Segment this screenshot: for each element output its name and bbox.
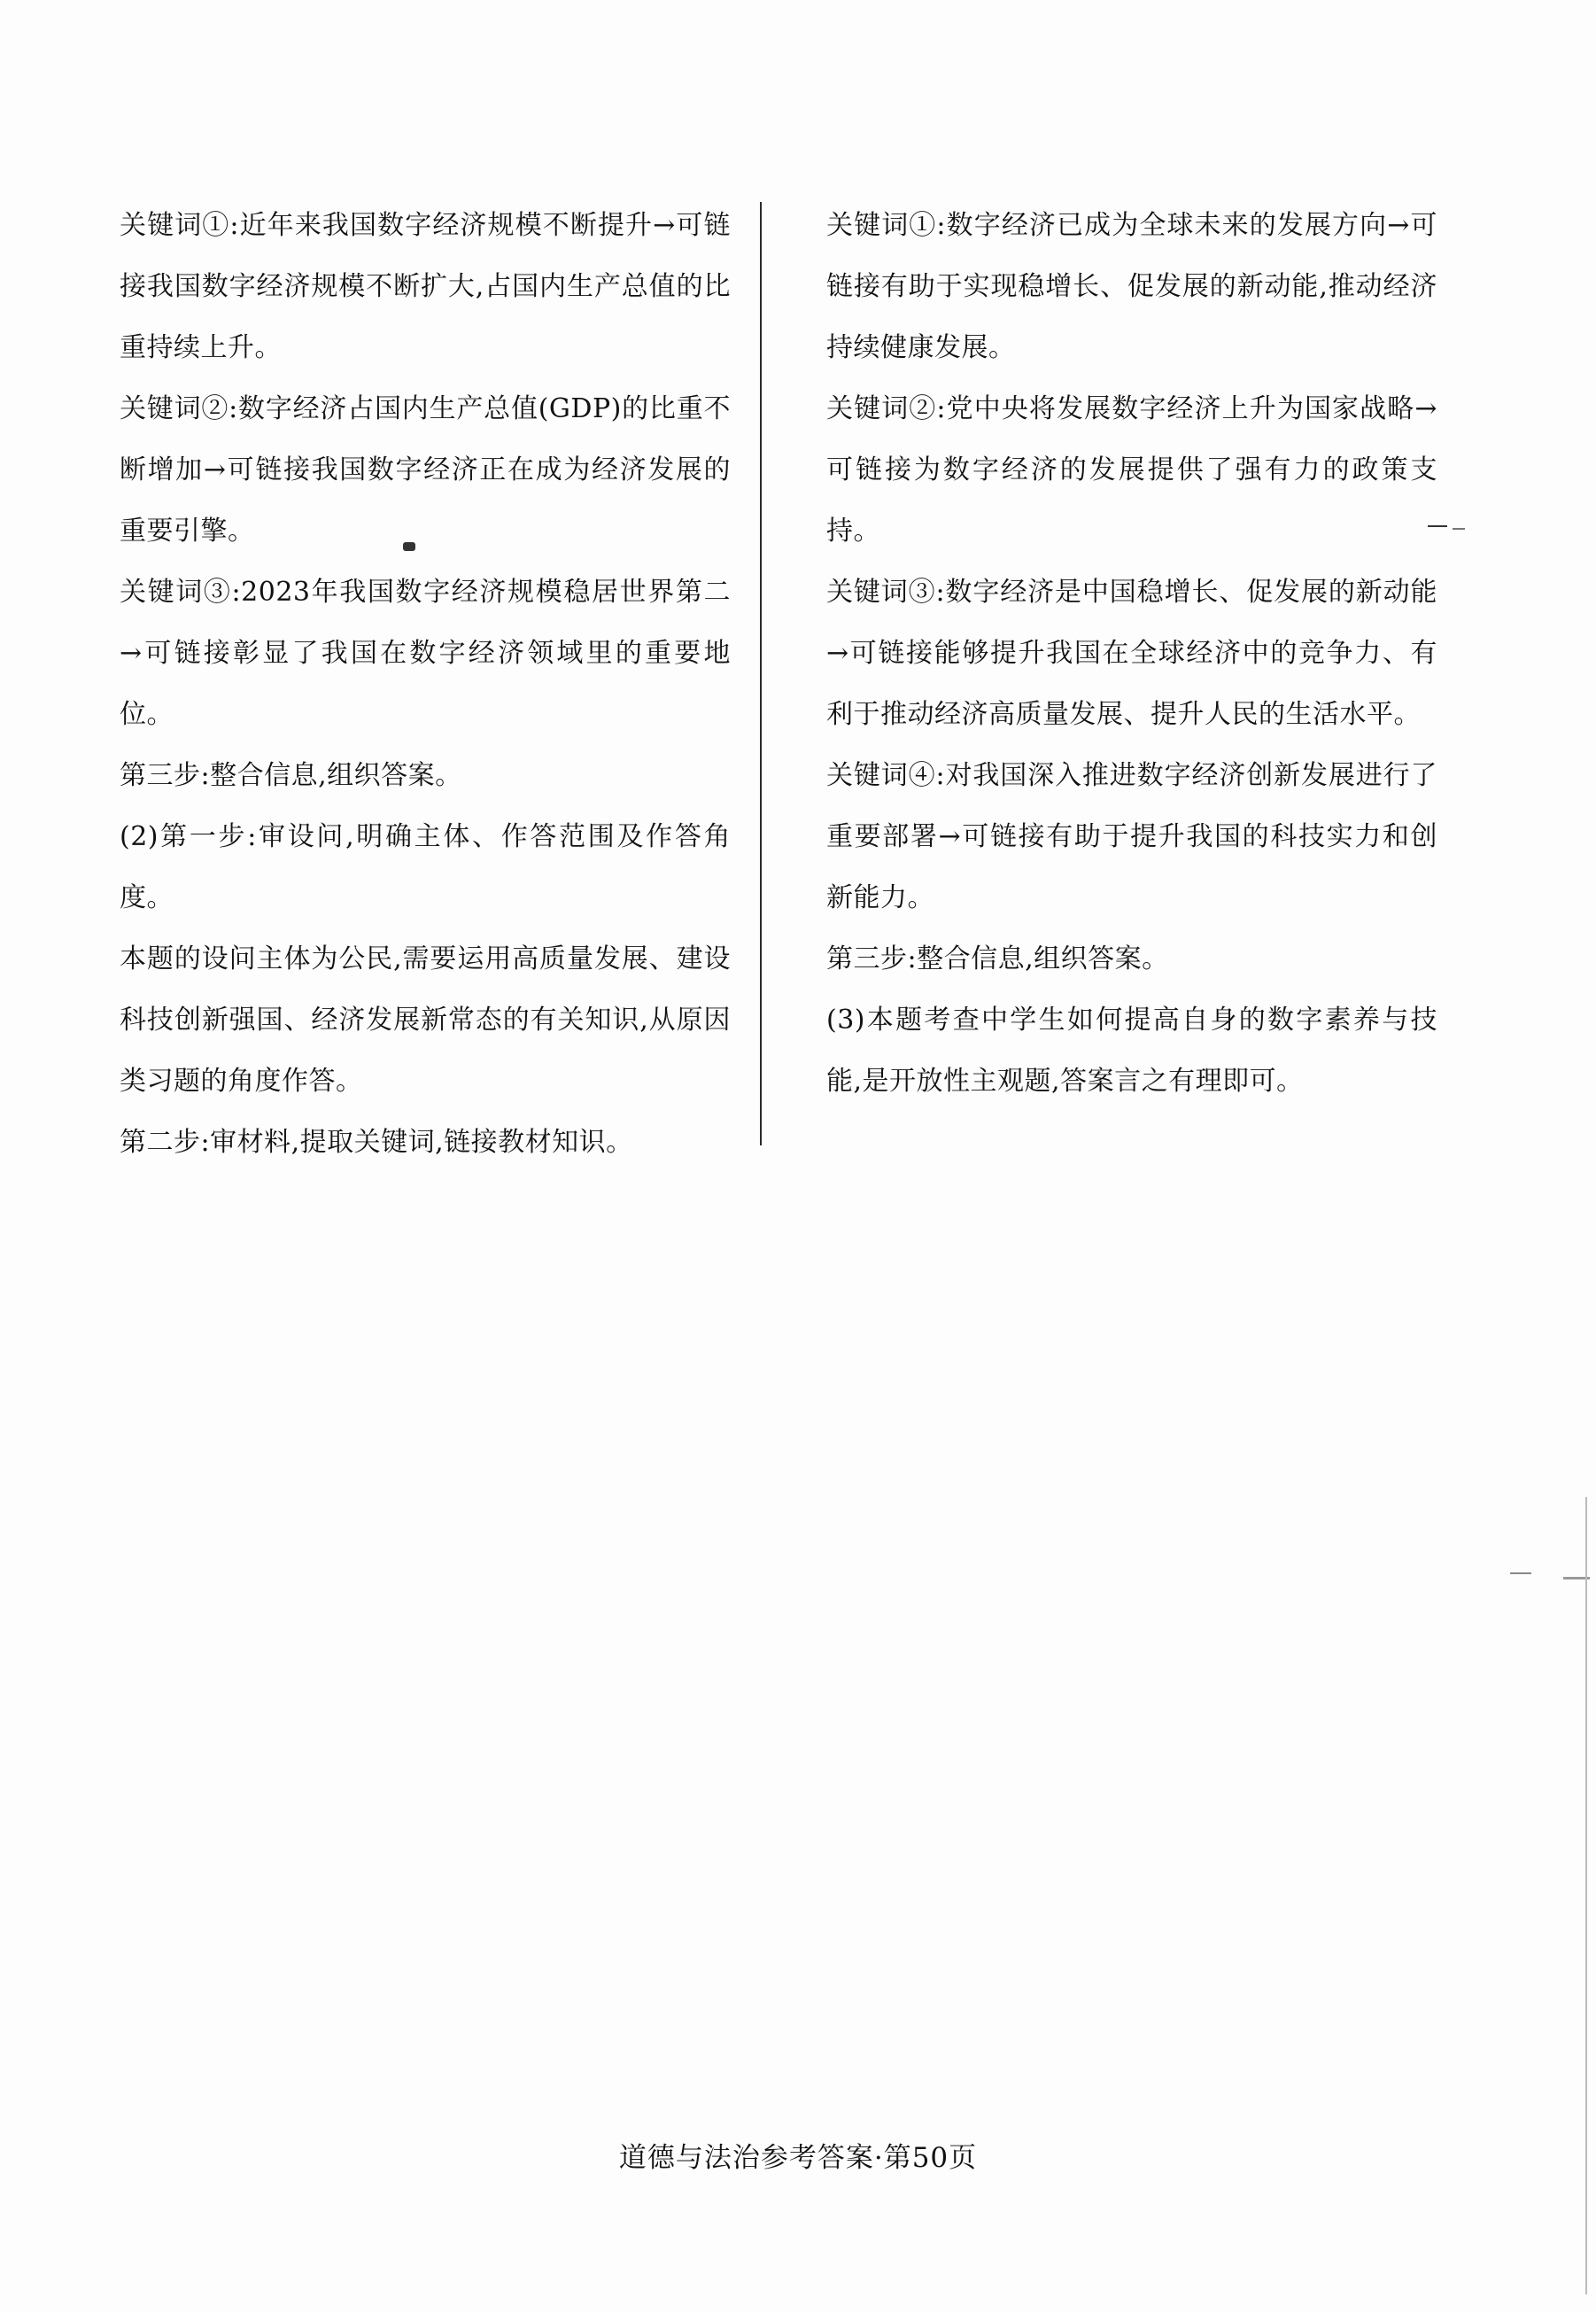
paragraph: 关键词③:2023年我国数字经济规模稳居世界第二→可链接彰显了我国在数字经济领域里的重要地位。: [120, 577, 731, 730]
paragraph: (3)本题考查中学生如何提高自身的数字素养与技能,是开放性主观题,答案言之有理即可。: [826, 1005, 1437, 1097]
paragraph: 关键词③:数字经济是中国稳增长、促发展的新动能→可链接能够提升我国在全球经济中的竞争力、有利于推动经济高质量发展、提升人民的生活水平。: [826, 577, 1437, 730]
scan-speck: [1453, 528, 1465, 530]
scan-speck: [1510, 1572, 1531, 1574]
right-column: [826, 195, 1437, 1112]
scan-speck: [403, 542, 415, 551]
paragraph: 关键词①:近年来我国数字经济规模不断提升→可链接我国数字经济规模不断扩大,占国内生产总值的比重持续上升。: [120, 210, 731, 363]
paragraph: 第二步:审材料,提取关键词,链接教材知识。: [120, 1127, 633, 1158]
left-column: [120, 195, 731, 1173]
scan-speck: [1428, 525, 1447, 527]
paragraph: 本题的设问主体为公民,需要运用高质量发展、建设科技创新强国、经济发展新常态的有关知识,从原因类习题的角度作答。: [120, 943, 731, 1097]
paragraph: 关键词②:党中央将发展数字经济上升为国家战略→可链接为数字经济的发展提供了强有力的政策支持。: [826, 393, 1437, 547]
scan-speck: [1585, 1497, 1587, 2294]
paragraph: 关键词②:数字经济占国内生产总值(GDP)的比重不断增加→可链接我国数字经济正在成为经济发展的重要引擎。: [120, 393, 731, 547]
page-footer: 道德与法治参考答案·第50页: [618, 2142, 978, 2174]
paragraph: 关键词④:对我国深入推进数字经济创新发展进行了重要部署→可链接有助于提升我国的科技实力和创新能力。: [826, 760, 1437, 913]
paragraph: 第三步:整合信息,组织答案。: [826, 943, 1169, 974]
column-divider: [760, 202, 762, 1145]
paragraph: 关键词①:数字经济已成为全球未来的发展方向→可链接有助于实现稳增长、促发展的新动能,推动经济持续健康发展。: [826, 210, 1437, 363]
paragraph: 第三步:整合信息,组织答案。: [120, 760, 462, 791]
paragraph: (2)第一步:审设问,明确主体、作答范围及作答角度。: [120, 821, 731, 913]
